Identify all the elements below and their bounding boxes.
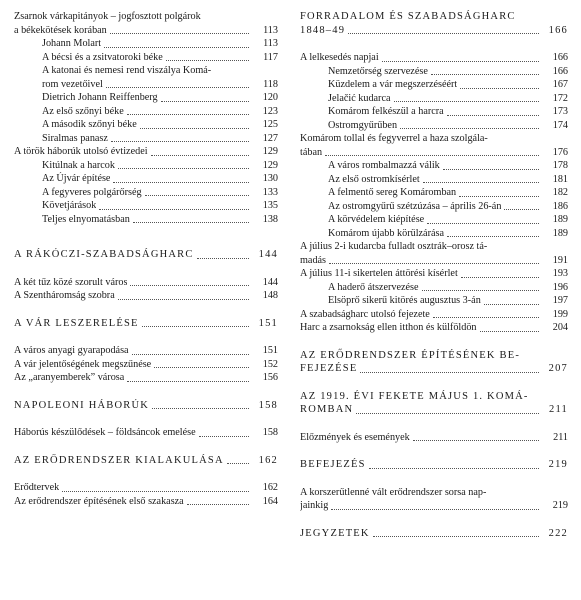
toc-section-heading[interactable]: [300, 390, 568, 417]
toc-entry-row: [42, 91, 278, 105]
toc-entry-row: [328, 119, 568, 133]
toc-page-number: 135: [262, 200, 278, 211]
toc-spacer: [300, 335, 568, 349]
toc-page-number: 138: [262, 213, 278, 225]
toc-entry-row: [14, 344, 278, 358]
toc-entry-title: 1848–49: [300, 24, 346, 36]
toc-subentry[interactable]: [300, 78, 568, 92]
toc-page-number: 125: [262, 119, 278, 130]
toc-entry[interactable]: [14, 289, 278, 303]
toc-entry-row: [300, 24, 568, 38]
dot-leader: [484, 304, 539, 305]
toc-page-number: 222: [548, 527, 568, 539]
toc-entry-row: [42, 186, 278, 200]
dot-leader: [373, 536, 539, 537]
toc-entry-title: Johann Molart: [42, 38, 102, 49]
toc-entry[interactable]: [14, 10, 278, 37]
toc-page-number: 151: [262, 345, 278, 356]
toc-page-number: 178: [552, 160, 568, 171]
toc-section-heading[interactable]: [300, 10, 568, 37]
toc-page-number: 151: [258, 317, 278, 329]
toc-page-number: 113: [263, 24, 278, 36]
dot-leader: [152, 408, 249, 409]
toc-subentry[interactable]: [300, 159, 568, 173]
toc-entry[interactable]: [300, 308, 568, 322]
toc-page-number: 186: [552, 200, 568, 212]
dot-leader: [154, 367, 249, 368]
dot-leader: [461, 277, 539, 278]
toc-entry-row: [300, 267, 568, 281]
toc-entry-row: [300, 321, 568, 335]
toc-page-number: 199: [552, 308, 568, 320]
toc-section-heading[interactable]: [14, 248, 278, 262]
toc-spacer: [14, 303, 278, 317]
toc-entry-title-line: A katonai és nemesi rend viszálya Komá-: [42, 65, 212, 76]
dot-leader: [132, 354, 249, 355]
toc-page-number: 197: [552, 295, 568, 306]
toc-entry-title: A felmentő sereg Komáromban: [328, 187, 457, 198]
toc-entry-title: A RÁKÓCZI-SZABADSÁGHARC: [14, 249, 194, 260]
toc-entry-title-line: A korszerűtlenné vált erődrendszer sorsa nap-: [300, 486, 487, 498]
toc-entry[interactable]: [300, 240, 568, 267]
dot-leader: [106, 87, 249, 88]
toc-entry-row: [328, 200, 568, 214]
toc-page-number: 166: [552, 52, 568, 63]
toc-entry-title: Az első ostromkísérlet: [328, 173, 420, 185]
toc-entry-title: JEGYZETEK: [300, 527, 370, 539]
toc-spacer: [14, 226, 278, 248]
dot-leader: [113, 182, 249, 183]
toc-entry-title: Az erődrendszer építésének első szakasza: [14, 495, 184, 507]
toc-spacer: [300, 513, 568, 527]
toc-entry-row: [42, 213, 278, 227]
toc-subentry[interactable]: [300, 213, 568, 227]
toc-entry-row: [42, 172, 278, 186]
toc-entry-title: Előzmények és események: [300, 431, 410, 443]
toc-entry-title: Az Újvár építése: [42, 173, 111, 184]
toc-subentry[interactable]: [14, 118, 278, 132]
toc-entry[interactable]: [14, 344, 278, 358]
dot-leader: [118, 168, 249, 169]
toc-page-number: 176: [552, 146, 568, 158]
dot-leader: [480, 331, 539, 332]
dot-leader: [142, 326, 249, 327]
toc-entry[interactable]: [14, 481, 278, 495]
toc-page-number: 189: [552, 214, 568, 225]
toc-entry-title: Az első szőnyi béke: [42, 105, 124, 117]
toc-subentry[interactable]: [14, 64, 278, 91]
toc-entry-row: [14, 495, 278, 509]
dot-leader: [423, 182, 539, 183]
toc-entry-title-line: FORRADALOM ÉS SZABADSÁGHARC: [300, 11, 516, 22]
dot-leader: [504, 209, 539, 210]
toc-entry-row: [14, 276, 278, 290]
toc-page-number: 156: [262, 372, 278, 383]
toc-entry-row: [300, 308, 568, 322]
toc-entry-row: [14, 481, 278, 495]
toc-entry-row: [14, 426, 278, 440]
toc-entry-title: Komárom újabb körülzárása: [328, 227, 444, 239]
toc-entry-title: Háborús készülődések – földsáncok emelése: [14, 427, 196, 438]
dot-leader: [394, 101, 540, 102]
toc-entry[interactable]: [14, 426, 278, 440]
toc-entry[interactable]: [300, 51, 568, 65]
dot-leader: [227, 463, 249, 464]
toc-entry-row: [328, 105, 568, 119]
toc-page-number: 158: [262, 427, 278, 438]
dot-leader: [329, 263, 539, 264]
toc-subentry[interactable]: [14, 105, 278, 119]
dot-leader: [459, 196, 539, 197]
toc-entry-row: [14, 317, 278, 331]
toc-subentry[interactable]: [14, 132, 278, 146]
toc-entry[interactable]: [14, 276, 278, 290]
toc-subentry[interactable]: [300, 200, 568, 214]
dot-leader: [431, 74, 539, 75]
toc-page-number: 129: [262, 159, 278, 171]
toc-entry-row: [42, 51, 278, 65]
toc-entry-title: tában: [300, 146, 323, 158]
toc-entry[interactable]: [14, 358, 278, 372]
toc-subentry[interactable]: [14, 37, 278, 51]
toc-entry-title: A szabadságharc utolsó fejezete: [300, 308, 430, 320]
toc-page-number: 181: [552, 173, 568, 185]
toc-page-number: 162: [262, 482, 278, 493]
toc-page-number: 196: [552, 281, 568, 293]
toc-entry-row: [42, 105, 278, 119]
toc-page-number: 193: [552, 268, 568, 279]
dot-leader: [427, 223, 539, 224]
dot-leader: [360, 372, 539, 373]
toc-entry-row: [14, 371, 278, 385]
toc-entry-title-line: AZ 1919. ÉVI FEKETE MÁJUS 1. KOMÁ-: [300, 390, 529, 402]
toc-entry[interactable]: [300, 486, 568, 513]
toc-entry-title: A város rombalmazzá válik: [328, 160, 440, 171]
dot-leader: [145, 195, 249, 196]
toc-subentry[interactable]: [300, 105, 568, 119]
toc-entry-title: ROMBAN: [300, 404, 354, 415]
toc-page-number: 166: [548, 24, 568, 36]
toc-subentry[interactable]: [300, 186, 568, 200]
toc-page-number: 133: [262, 186, 278, 198]
toc-entry-title: BEFEJEZÉS: [300, 459, 366, 470]
toc-page-number: 173: [552, 106, 568, 117]
dot-leader: [127, 114, 249, 115]
toc-entry-title: Jelačić kudarca: [328, 92, 391, 104]
toc-section-heading[interactable]: [300, 527, 568, 541]
toc-page-number: 219: [552, 500, 568, 511]
toc-entry-title-line: Zsarnok várkapitányok – jogfosztott polgárok: [14, 11, 201, 22]
toc-entry-row: [328, 213, 568, 227]
dot-leader: [130, 285, 249, 286]
dot-leader: [400, 128, 539, 129]
dot-leader: [104, 47, 249, 48]
toc-entry-title: Harc a zsarnokság ellen itthon és külföldön: [300, 322, 477, 333]
toc-subentry[interactable]: [14, 91, 278, 105]
toc-subentry[interactable]: [300, 173, 568, 187]
toc-page-number: 117: [263, 51, 278, 63]
toc-spacer: [14, 440, 278, 454]
toc-subentry[interactable]: [14, 159, 278, 173]
dot-leader: [151, 155, 249, 156]
toc-entry[interactable]: [14, 495, 278, 509]
toc-page-number: 211: [549, 404, 568, 415]
toc-entry-row: [42, 118, 278, 132]
dot-leader: [197, 258, 249, 259]
dot-leader: [443, 169, 539, 170]
toc-entry-row: [42, 199, 278, 213]
toc-page-number: 167: [552, 79, 568, 90]
toc-subentry[interactable]: [300, 281, 568, 295]
toc-entry-title: Dietrich Johann Reiffenberg: [42, 92, 158, 103]
toc-subentry[interactable]: [300, 227, 568, 241]
toc-entry-title: A vár jelentőségének megszűnése: [14, 358, 152, 370]
dot-leader: [369, 468, 539, 469]
dot-leader: [140, 128, 249, 129]
dot-leader: [111, 141, 249, 142]
toc-subentry[interactable]: [300, 92, 568, 106]
toc-spacer: [300, 444, 568, 458]
toc-entry-title: A város anyagi gyarapodása: [14, 345, 129, 356]
toc-entry-title: A Szentháromság szobra: [14, 290, 115, 301]
toc-page-number: 172: [552, 92, 568, 104]
toc-entry-row: [300, 146, 568, 160]
toc-entry-title: A két tűz közé szorult város: [14, 276, 128, 288]
toc-entry[interactable]: [14, 371, 278, 385]
toc-entry-row: [42, 37, 278, 51]
toc-page-number: 211: [553, 431, 568, 443]
toc-entry-title: NAPOLEONI HÁBORÚK: [14, 399, 150, 411]
toc-entry-title: A lelkesedés napjai: [300, 52, 379, 63]
toc-entry-title: rom vezetőivel: [42, 78, 103, 90]
dot-leader: [433, 317, 539, 318]
toc-section-heading[interactable]: [300, 349, 568, 376]
toc-entry-row: [14, 24, 278, 38]
dot-leader: [166, 60, 249, 61]
toc-entry-title: Teljes elnyomatásban: [42, 213, 130, 225]
toc-section-heading[interactable]: [300, 458, 568, 472]
toc-subentry[interactable]: [300, 294, 568, 308]
toc-entry[interactable]: [300, 267, 568, 281]
toc-subentry[interactable]: [14, 51, 278, 65]
toc-page-number: 219: [548, 459, 568, 470]
toc-spacer: [300, 376, 568, 390]
toc-entry-row: [14, 248, 278, 262]
toc-page-number: 164: [262, 495, 278, 507]
toc-page-number: 120: [262, 92, 278, 103]
toc-page-number: 207: [548, 363, 568, 374]
toc-subentry[interactable]: [14, 199, 278, 213]
toc-entry-title: Az „aranyemberek” városa: [14, 372, 125, 383]
toc-entry-title: A fegyveres polgárőrség: [42, 186, 142, 198]
toc-page-number: 158: [258, 399, 278, 411]
toc-entry-title: A július 11-i sikertelen áttörési kísérlet: [300, 268, 458, 279]
dot-leader: [110, 33, 249, 34]
toc-entry-row: [14, 289, 278, 303]
toc-spacer: [14, 262, 278, 276]
toc-subentry[interactable]: [14, 213, 278, 227]
toc-page-number: 166: [552, 65, 568, 77]
toc-subentry[interactable]: [300, 65, 568, 79]
toc-entry[interactable]: [300, 132, 568, 159]
dot-leader: [447, 115, 539, 116]
toc-page-number: 118: [263, 78, 278, 90]
toc-page-number: 130: [262, 173, 278, 184]
toc-subentry[interactable]: [14, 186, 278, 200]
toc-entry-row: [300, 458, 568, 472]
toc-entry-row: [14, 145, 278, 159]
toc-page-number: 129: [262, 146, 278, 157]
toc-page-number: 174: [552, 119, 568, 131]
toc-entry-row: [328, 227, 568, 241]
toc-entry-row: [300, 362, 568, 376]
dot-leader: [127, 381, 249, 382]
toc-entry-title: Komárom felkészül a harcra: [328, 106, 444, 117]
toc-entry[interactable]: [300, 321, 568, 335]
dot-leader: [99, 209, 249, 210]
toc-entry-title: Siralmas panasz: [42, 132, 108, 144]
toc-spacer: [14, 467, 278, 481]
toc-entry-row: [300, 51, 568, 65]
toc-page-number: 123: [262, 105, 278, 117]
toc-page-number: 148: [262, 290, 278, 301]
toc-spacer: [14, 330, 278, 344]
toc-entry-title: Erődtervek: [14, 482, 60, 493]
toc-entry-title: Küzdelem a vár megszerzéséért: [328, 79, 458, 90]
toc-entry-title: Követjárások: [42, 200, 97, 211]
toc-spacer: [14, 385, 278, 399]
toc-left-column: [14, 10, 278, 508]
toc-page-number: 152: [262, 358, 278, 370]
toc-entry-row: [328, 281, 568, 295]
toc-entry-row: [14, 454, 278, 468]
toc-entry-row: [328, 294, 568, 308]
toc-entry-row: [300, 527, 568, 541]
toc-entry-title: AZ ERŐDRENDSZER KIALAKULÁSA: [14, 454, 224, 466]
toc-entry-row: [42, 159, 278, 173]
toc-entry-title: Nemzetőrség szervezése: [328, 65, 428, 77]
toc-entry-row: [42, 78, 278, 92]
toc-entry[interactable]: [300, 431, 568, 445]
toc-entry[interactable]: [14, 145, 278, 159]
toc-page-number: 162: [258, 454, 278, 466]
toc-entry-title: A török háborúk utolsó évtizedei: [14, 146, 148, 157]
dot-leader: [331, 509, 539, 510]
toc-entry-title-line: AZ ERŐDRENDSZER ÉPÍTÉSÉNEK BE-: [300, 349, 521, 361]
toc-entry-row: [328, 92, 568, 106]
dot-leader: [199, 436, 249, 437]
toc-section-heading[interactable]: [14, 317, 278, 331]
toc-entry-row: [328, 186, 568, 200]
toc-page-number: 189: [552, 227, 568, 239]
toc-spacer: [300, 417, 568, 431]
toc-entry-row: [328, 173, 568, 187]
toc-page-number: 182: [552, 187, 568, 198]
toc-page-number: 144: [262, 276, 278, 288]
dot-leader: [460, 88, 539, 89]
toc-entry-title: A második szőnyi béke: [42, 119, 137, 130]
toc-entry-title: FEJEZÉSE: [300, 363, 358, 374]
dot-leader: [447, 236, 539, 237]
toc-section-heading[interactable]: [14, 454, 278, 468]
toc-page-number: 191: [552, 254, 568, 266]
toc-entry-row: [328, 159, 568, 173]
toc-entry-row: [14, 358, 278, 372]
toc-entry-title: Az ostromgyűrű szétzúzása – április 26-án: [328, 200, 502, 212]
toc-spacer: [300, 472, 568, 486]
toc-section-heading[interactable]: [14, 399, 278, 413]
toc-entry-row: [328, 65, 568, 79]
dot-leader: [133, 222, 249, 223]
toc-entry-title: Kitúlnak a harcok: [42, 159, 115, 171]
toc-page-number: 127: [262, 132, 278, 144]
dot-leader: [62, 491, 249, 492]
dot-leader: [325, 155, 539, 156]
toc-entry-title: a békekötések korában: [14, 24, 107, 36]
toc-entry-title-line: Komárom tollal és fegyverrel a haza szolgála-: [300, 133, 488, 144]
dot-leader: [422, 290, 539, 291]
dot-leader: [413, 440, 539, 441]
toc-entry-row: [328, 78, 568, 92]
toc-entry-title-line: A július 2-i kudarcba fulladt osztrák–orosz tá-: [300, 241, 488, 252]
toc-entry-title: madás: [300, 254, 327, 266]
dot-leader: [356, 413, 539, 414]
toc-entry-title: jainkig: [300, 500, 329, 511]
toc-entry-row: [14, 399, 278, 413]
dot-leader: [118, 299, 249, 300]
toc-entry-row: [300, 499, 568, 513]
toc-subentry[interactable]: [14, 172, 278, 186]
dot-leader: [382, 61, 539, 62]
dot-leader: [161, 101, 249, 102]
toc-entry-title: A körvédelem kiépítése: [328, 214, 425, 225]
toc-entry-title: Ostromgyűrűben: [328, 119, 398, 131]
toc-entry-row: [300, 254, 568, 268]
toc-entry-row: [42, 132, 278, 146]
toc-spacer: [14, 412, 278, 426]
toc-page-number: 204: [552, 322, 568, 333]
toc-entry-row: [300, 431, 568, 445]
dot-leader: [348, 33, 539, 34]
toc-page-number: 113: [263, 38, 278, 49]
dot-leader: [187, 504, 249, 505]
toc-page-number: 144: [258, 249, 278, 260]
toc-entry-row: [300, 403, 568, 417]
toc-right-column: [300, 10, 568, 540]
toc-entry-title: A VÁR LESZERELÉSE: [14, 317, 139, 329]
toc-subentry[interactable]: [300, 119, 568, 133]
toc-entry-title: Elsöprő sikerű kitörés augusztus 3-án: [328, 295, 481, 306]
toc-spacer: [300, 37, 568, 51]
toc-entry-title: A bécsi és a zsitvatoroki béke: [42, 51, 163, 63]
toc-entry-title: A haderő átszervezése: [328, 281, 419, 293]
